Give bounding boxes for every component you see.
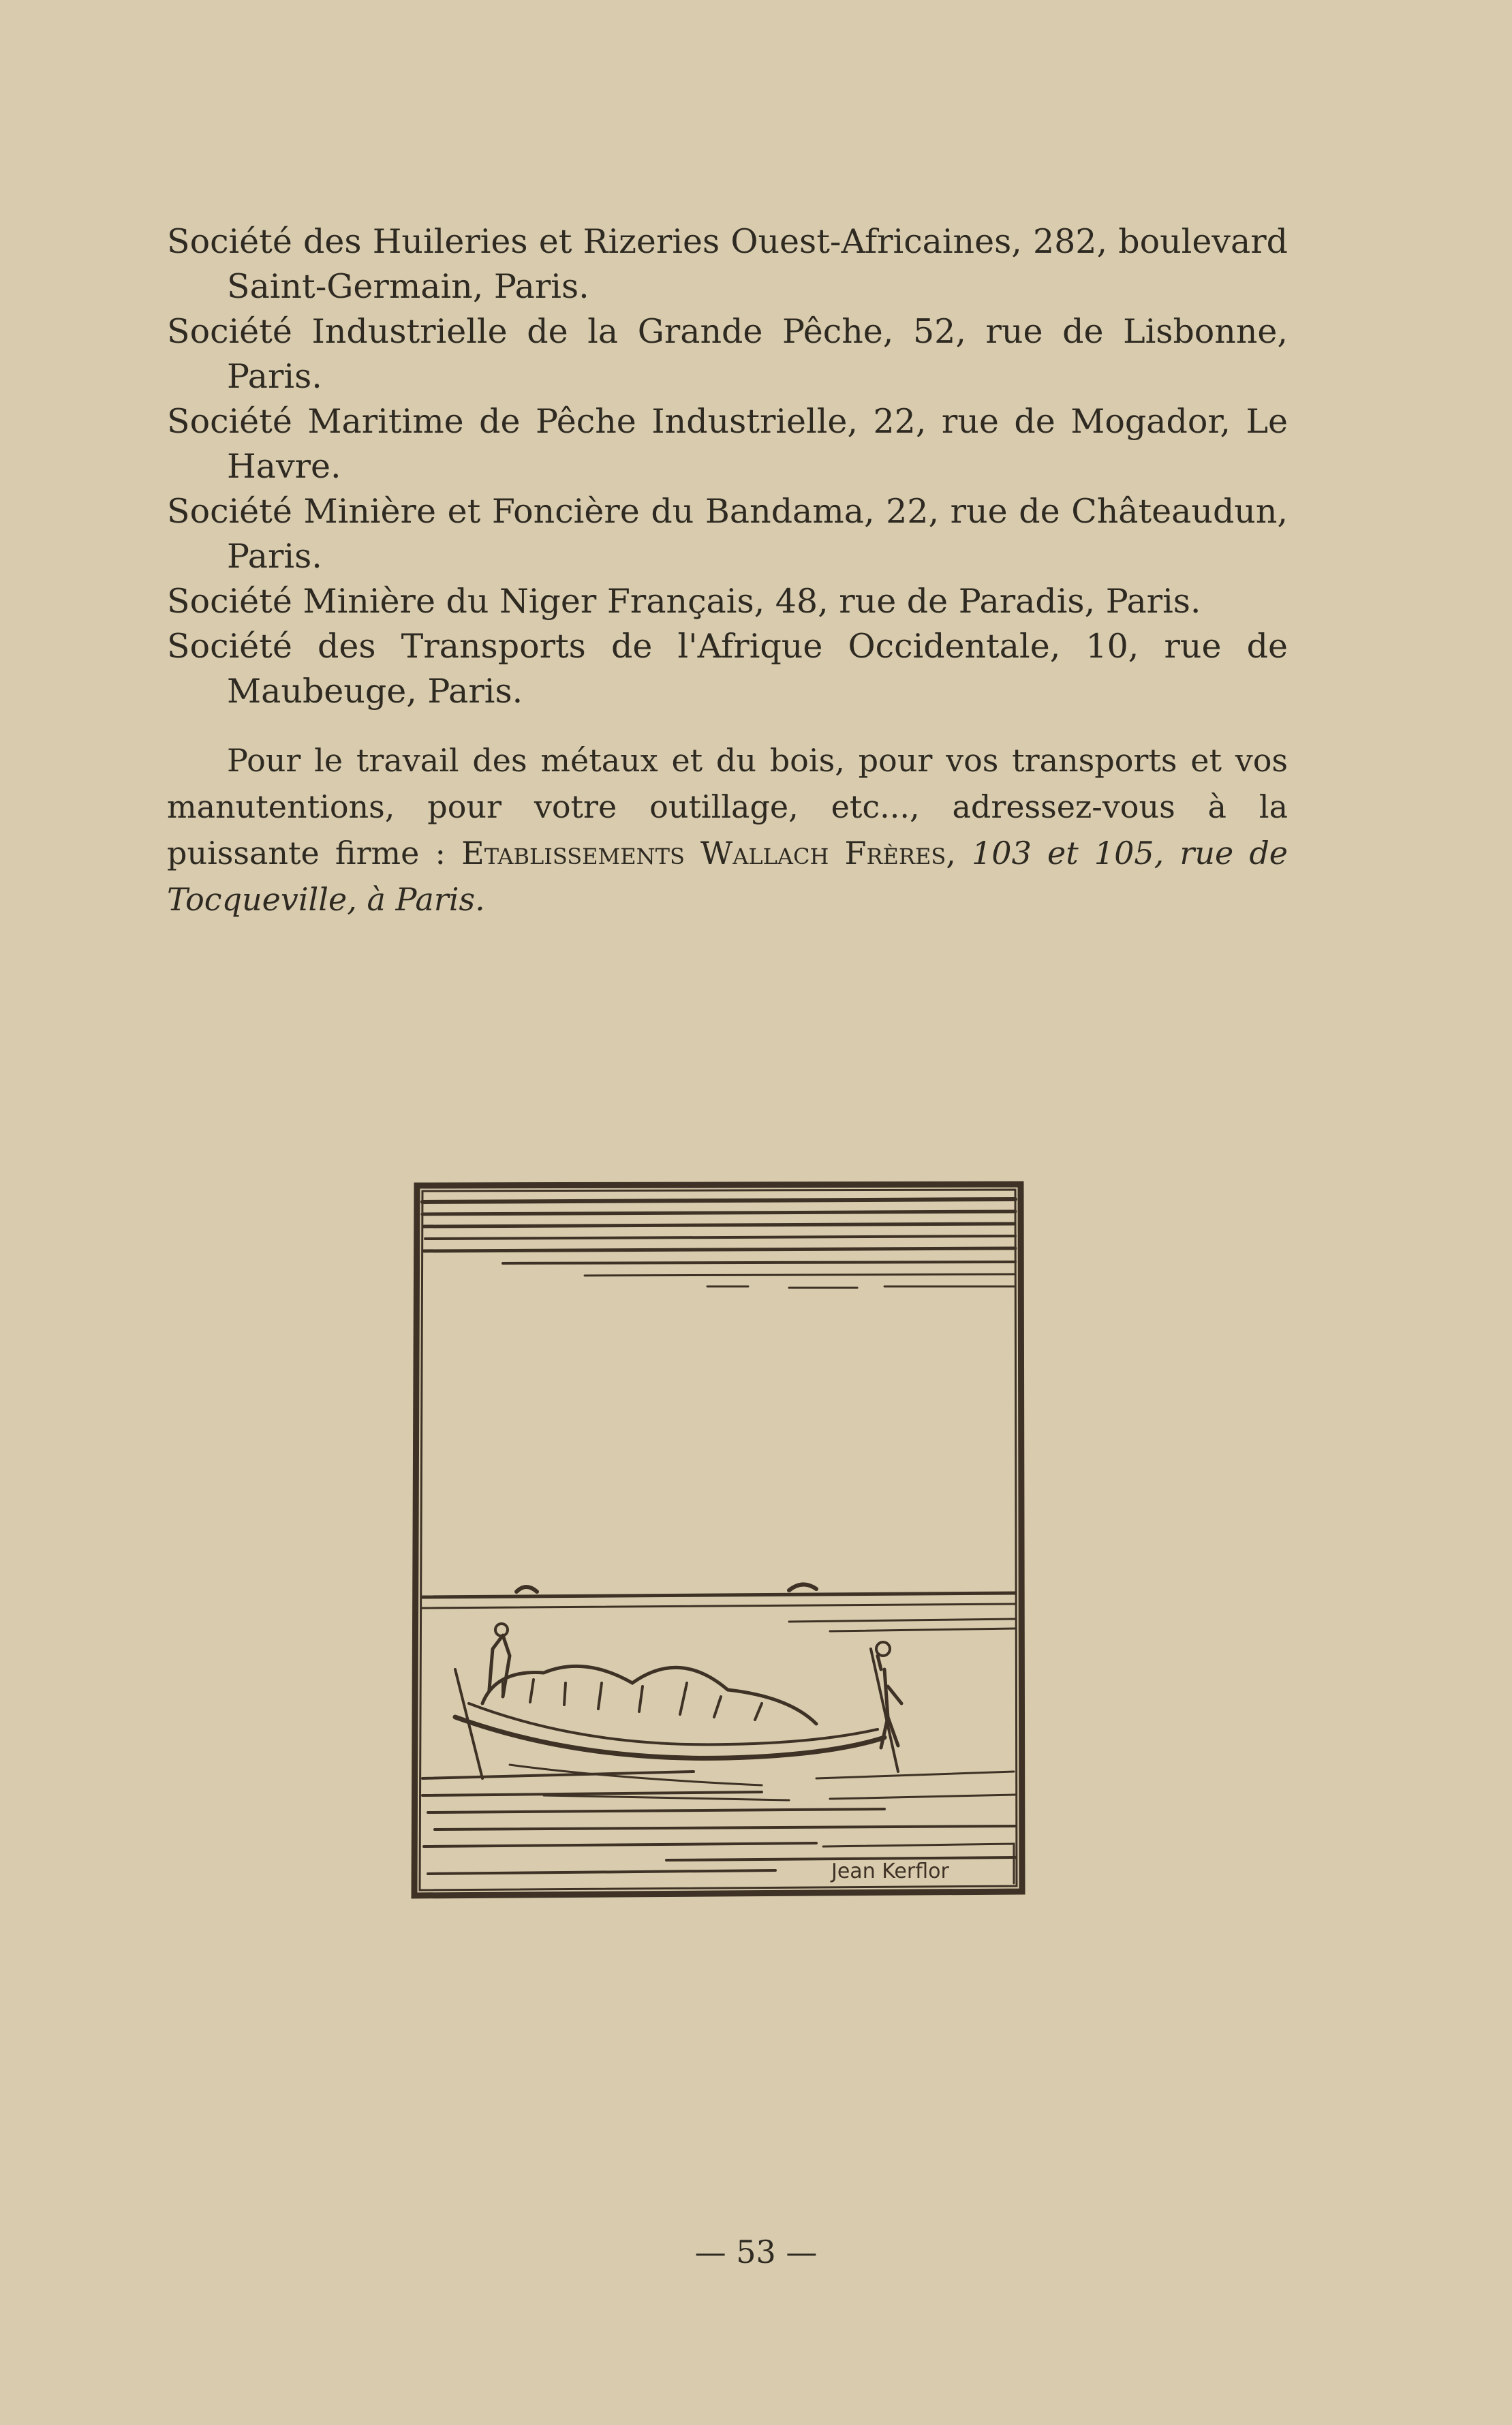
ad-text: Pour le travail des métaux et du bois, pour vos transports et vos manutentions, pour votre outillage, etc..., adressez-vous à la puissante firme :	[167, 742, 1288, 871]
illustration-signature: Jean Kerflor	[831, 1859, 949, 1883]
list-item: Société Industrielle de la Grande Pêche, 52, rue de Lisbonne, Paris.	[167, 312, 1288, 396]
ad-address: 103 et 105, rue de Tocqueville, à Paris.	[167, 835, 1288, 918]
list-item: Société Maritime de Pêche Industrielle, 22, rue de Mogador, Le Havre.	[167, 402, 1288, 486]
woodcut-illustration	[407, 1179, 1026, 1901]
ad-firm-name: Etablissements Wallach Frères,	[461, 835, 956, 871]
advertisement-paragraph	[167, 737, 1288, 923]
company-list	[167, 219, 1288, 714]
list-item: Société des Transports de l'Afrique Occidentale, 10, rue de Maubeuge, Paris.	[167, 627, 1288, 711]
page-number: — 53 —	[694, 2234, 818, 2270]
list-item: Société Minière du Niger Français, 48, rue de Paradis, Paris.	[167, 582, 1201, 621]
list-item: Société des Huileries et Rizeries Ouest-Africaines, 282, boulevard Saint-Germain, Paris.	[167, 222, 1288, 306]
list-item: Société Minière et Foncière du Bandama, 22, rue de Châteaudun, Paris.	[167, 492, 1288, 576]
